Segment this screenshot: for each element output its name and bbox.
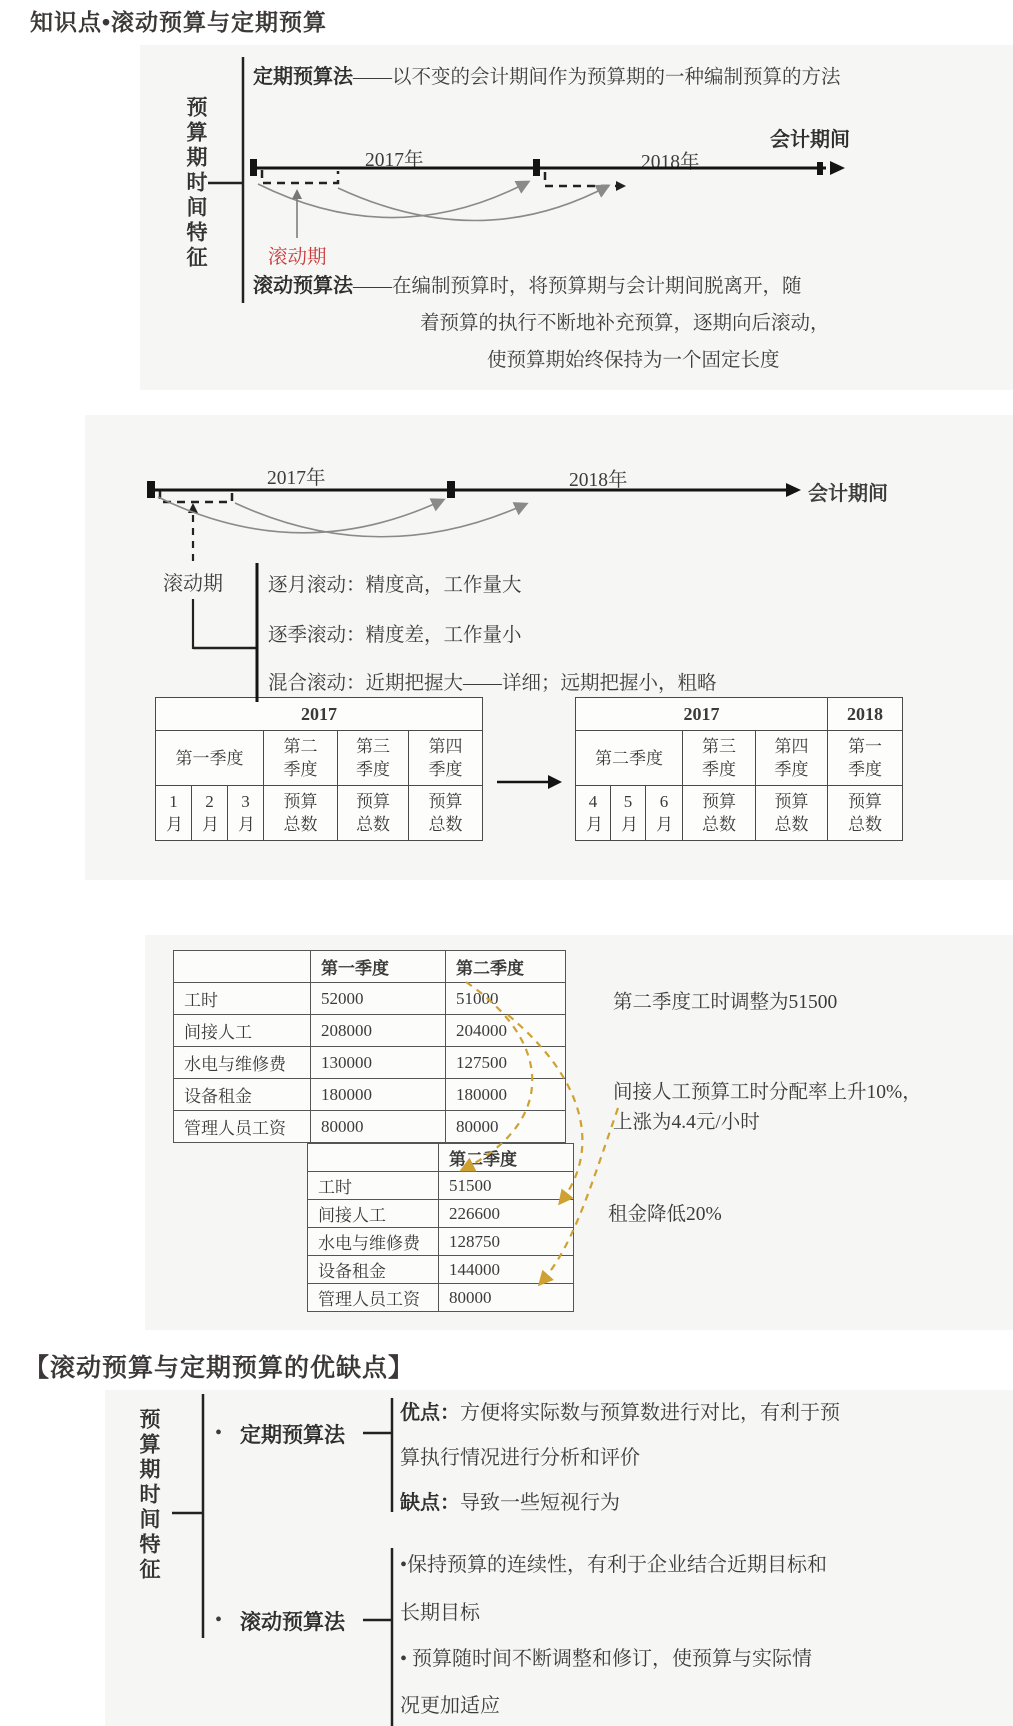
diagram2-axis-label: 会计期间 bbox=[808, 483, 888, 505]
periodic-method-label: 定期预算法 bbox=[253, 66, 353, 88]
periodic-advantage-line1 bbox=[400, 1396, 840, 1425]
table-year-cell: 2018 bbox=[828, 698, 903, 731]
diagram2-rolling-period-label: 滚动期 bbox=[163, 573, 223, 595]
table-year-cell: 2017 bbox=[576, 698, 828, 731]
header-cell: 第二季度 bbox=[439, 1144, 574, 1172]
budget-total-cell: 预算总数 bbox=[264, 786, 338, 841]
periodic-method-desc: 以不变的会计期间作为预算期的一种编制预算的方法 bbox=[392, 67, 841, 88]
month-cell: 4月 bbox=[576, 786, 611, 841]
budget-total-cell: 预算总数 bbox=[409, 786, 483, 841]
row-label: 工时 bbox=[174, 983, 311, 1015]
annotation-indirect-labor-2: 上涨为4.4元/小时 bbox=[613, 1112, 760, 1133]
value-cell: 52000 bbox=[311, 983, 446, 1015]
header-cell: 第一季度 bbox=[311, 951, 446, 983]
annotation-rent-decrease: 租金降低20% bbox=[608, 1204, 722, 1225]
quarter-cell: 第四季度 bbox=[756, 731, 828, 786]
rolling-method-label-2: 滚动预算法 bbox=[240, 1610, 345, 1634]
diagram1-rolling-definition-line3: 使预算期始终保持为一个固定长度 bbox=[487, 350, 780, 371]
rolling-item-quarterly: 逐季滚动：精度差，工作量小 bbox=[268, 625, 522, 646]
month-cell: 2月 bbox=[192, 786, 228, 841]
table-year-cell: 2017 bbox=[156, 698, 483, 731]
diagram2-year-2018: 2018年 bbox=[569, 470, 628, 491]
quarter-cell: 第二季度 bbox=[264, 731, 338, 786]
month-cell: 5月 bbox=[611, 786, 646, 841]
rolling-advantage-line1: •保持预算的连续性，有利于企业结合近期目标和 bbox=[400, 1554, 828, 1576]
disadvantage-text: 导致一些短视行为 bbox=[460, 1492, 620, 1514]
quarter-table-2017 bbox=[155, 697, 483, 841]
annotation-indirect-labor-1: 间接人工预算工时分配率上升10%， bbox=[613, 1082, 922, 1103]
row-label: 工时 bbox=[308, 1172, 439, 1200]
scan-background-1 bbox=[140, 45, 1013, 390]
row-label: 水电与维修费 bbox=[308, 1228, 439, 1256]
rolling-period-label-red: 滚动期 bbox=[268, 247, 327, 268]
quarter-table-2017-2018 bbox=[575, 697, 903, 841]
section2-title: 【滚动预算与定期预算的优缺点】 bbox=[24, 1354, 415, 1382]
annotation-hours-adjust: 第二季度工时调整为51500 bbox=[613, 992, 838, 1013]
quarter-cell: 第一季度 bbox=[156, 731, 264, 786]
budget-total-cell: 预算总数 bbox=[756, 786, 828, 841]
value-cell: 226600 bbox=[439, 1200, 574, 1228]
periodic-disadvantage bbox=[400, 1486, 620, 1515]
budget-total-cell: 预算总数 bbox=[683, 786, 756, 841]
budget-table-revised-q2 bbox=[307, 1143, 574, 1312]
disadvantage-label: 缺点： bbox=[400, 1492, 460, 1514]
rolling-method-desc-1: 在编制预算时，将预算期与会计期间脱离开，随 bbox=[392, 276, 802, 297]
month-cell: 1月 bbox=[156, 786, 192, 841]
quarter-cell: 第三季度 bbox=[683, 731, 756, 786]
value-cell: 130000 bbox=[311, 1047, 446, 1079]
value-cell: 180000 bbox=[446, 1079, 566, 1111]
bullet-point: • bbox=[215, 1609, 223, 1631]
advantage-text-1: 方便将实际数与预算数进行对比，有利于预 bbox=[460, 1402, 840, 1424]
row-label: 设备租金 bbox=[308, 1256, 439, 1284]
header-cell: 第二季度 bbox=[446, 951, 566, 983]
dash-connector: —— bbox=[353, 67, 392, 88]
header-cell bbox=[308, 1144, 439, 1172]
quarter-cell: 第四季度 bbox=[409, 731, 483, 786]
quarter-cell: 第三季度 bbox=[338, 731, 409, 786]
value-cell: 51000 bbox=[446, 983, 566, 1015]
diagram1-rolling-definition-line2: 着预算的执行不断地补充预算，逐期向后滚动， bbox=[420, 313, 830, 334]
budget-table-q1-q2 bbox=[173, 950, 566, 1143]
rolling-item-mixed: 混合滚动：近期把握大——详细；远期把握小，粗略 bbox=[268, 673, 717, 694]
row-label: 设备租金 bbox=[174, 1079, 311, 1111]
row-label: 管理人员工资 bbox=[174, 1111, 311, 1143]
month-cell: 3月 bbox=[228, 786, 264, 841]
bullet-point: • bbox=[215, 1422, 223, 1444]
diagram1-year-2017: 2017年 bbox=[365, 150, 424, 171]
value-cell: 208000 bbox=[311, 1015, 446, 1047]
rolling-advantage-line4: 况更加适应 bbox=[400, 1695, 500, 1717]
value-cell: 80000 bbox=[439, 1284, 574, 1312]
diagram1-periodic-definition bbox=[253, 60, 841, 89]
page-title: 知识点•滚动预算与定期预算 bbox=[30, 9, 328, 35]
value-cell: 144000 bbox=[439, 1256, 574, 1284]
row-label: 管理人员工资 bbox=[308, 1284, 439, 1312]
periodic-advantage-line2: 算执行情况进行分析和评价 bbox=[400, 1447, 640, 1469]
value-cell: 51500 bbox=[439, 1172, 574, 1200]
budget-total-cell: 预算总数 bbox=[338, 786, 409, 841]
rolling-method-label: 滚动预算法 bbox=[253, 275, 353, 297]
row-label: 间接人工 bbox=[174, 1015, 311, 1047]
header-cell bbox=[174, 951, 311, 983]
budget-total-cell: 预算总数 bbox=[828, 786, 903, 841]
diagram1-axis-label: 会计期间 bbox=[770, 129, 850, 151]
diagram1-year-2018: 2018年 bbox=[641, 152, 700, 173]
periodic-method-label-2: 定期预算法 bbox=[240, 1423, 345, 1447]
diagram1-rolling-definition-line1 bbox=[253, 269, 802, 298]
quarter-cell: 第一季度 bbox=[828, 731, 903, 786]
diagram1-side-label: 预算期时间特征 bbox=[184, 96, 208, 271]
dash-connector: —— bbox=[353, 276, 392, 297]
value-cell: 127500 bbox=[446, 1047, 566, 1079]
row-label: 水电与维修费 bbox=[174, 1047, 311, 1079]
rolling-advantage-line2: 长期目标 bbox=[400, 1602, 480, 1624]
advantage-label: 优点： bbox=[400, 1402, 460, 1424]
month-cell: 6月 bbox=[646, 786, 683, 841]
value-cell: 80000 bbox=[446, 1111, 566, 1143]
proscons-side-label: 预算期时间特征 bbox=[137, 1408, 161, 1583]
value-cell: 128750 bbox=[439, 1228, 574, 1256]
value-cell: 180000 bbox=[311, 1079, 446, 1111]
row-label: 间接人工 bbox=[308, 1200, 439, 1228]
diagram2-year-2017: 2017年 bbox=[267, 468, 326, 489]
rolling-item-monthly: 逐月滚动：精度高，工作量大 bbox=[268, 575, 522, 596]
rolling-advantage-line3: • 预算随时间不断调整和修订，使预算与实际情 bbox=[400, 1648, 813, 1670]
value-cell: 80000 bbox=[311, 1111, 446, 1143]
quarter-cell: 第二季度 bbox=[576, 731, 683, 786]
value-cell: 204000 bbox=[446, 1015, 566, 1047]
